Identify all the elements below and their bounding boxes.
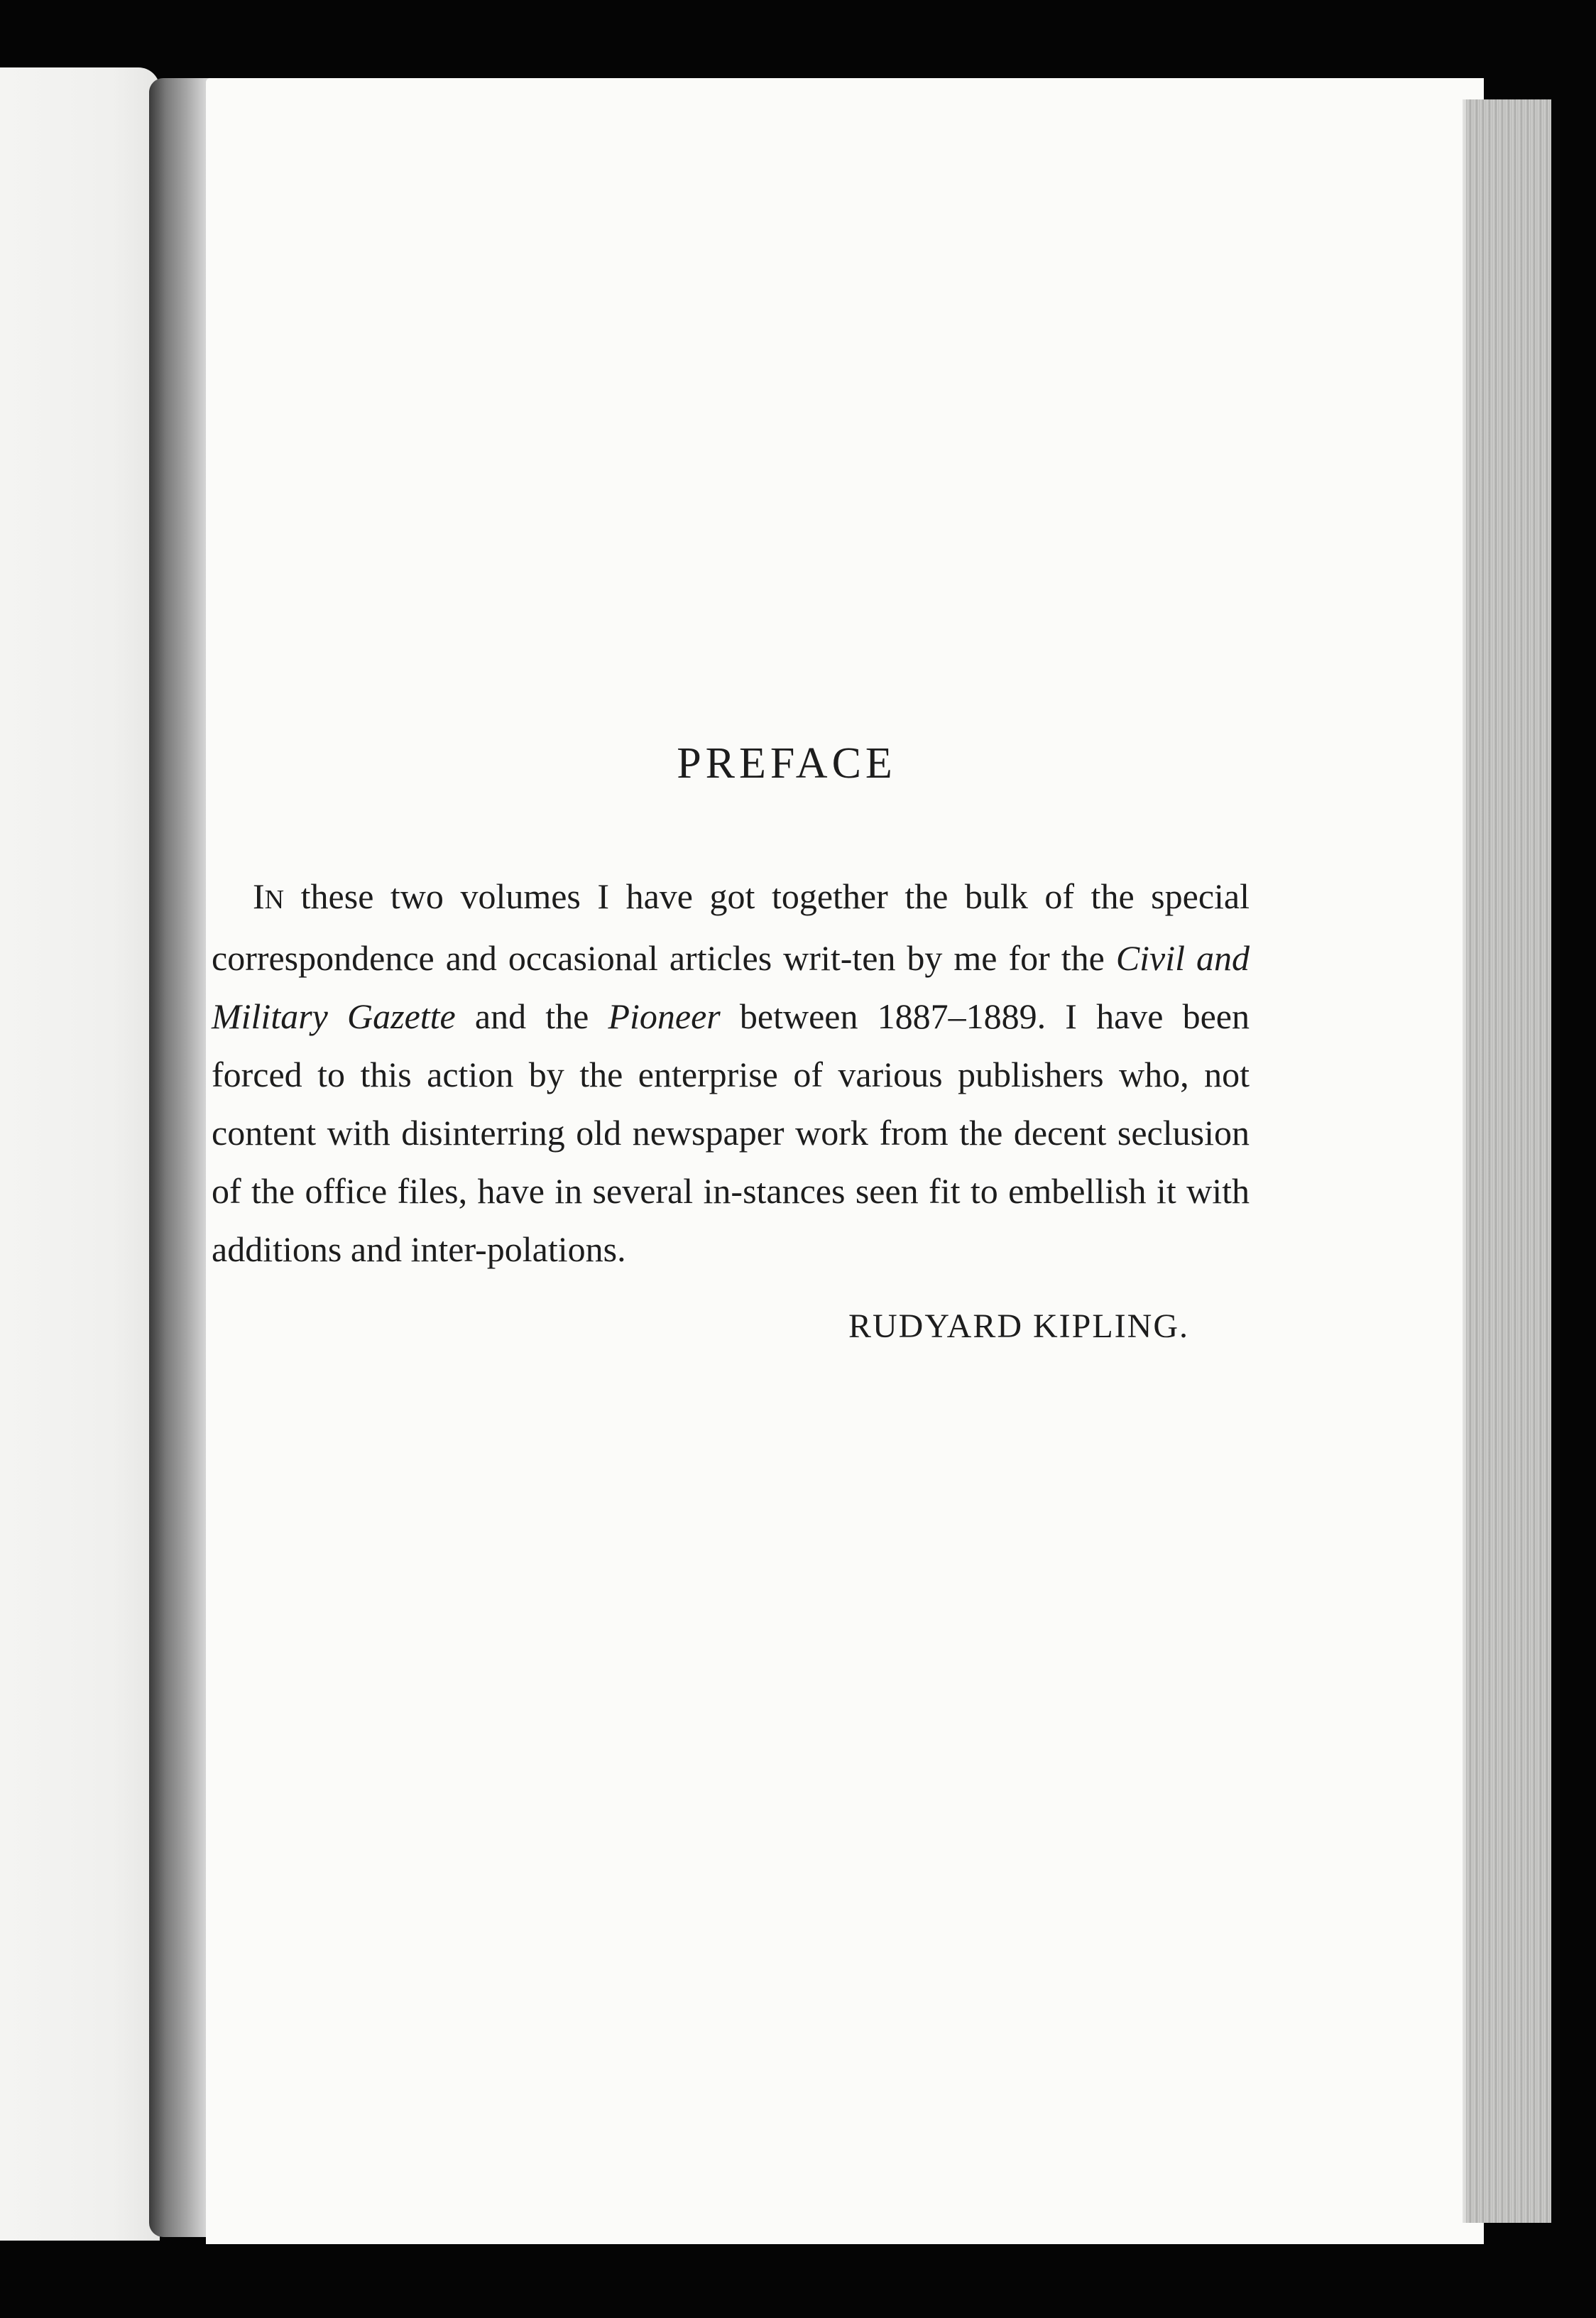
author-signature: RUDYARD KIPLING.: [848, 1307, 1189, 1345]
dropcap-letter: I: [253, 876, 265, 916]
left-facing-page: [0, 67, 160, 2241]
paragraph-text-3: between 1887–1889. I have been forced to this action by the enterprise of various publishers who, not content with disinterring old newspaper work from the decent seclusion of the office files, have in several in-stances seen fit to embellish it with additions and inter-polations.: [212, 996, 1250, 1269]
page-block-edges: [1466, 99, 1551, 2223]
preface-content: [212, 739, 1250, 1346]
preface-title: PREFACE: [677, 739, 897, 788]
dropcap-smallcap: N: [264, 885, 285, 915]
newspaper-title-pioneer: Pioneer: [608, 996, 721, 1036]
newspaper-title-civil-military-gazette: Civil and Military Gazette: [212, 938, 1250, 1036]
preface-paragraph: [212, 867, 1250, 1278]
paragraph-text-2: and the: [455, 996, 608, 1036]
paragraph-text-1: these two volumes I have got together the bulk of the special correspondence and occasional articles writ-ten by me for the: [212, 876, 1250, 978]
